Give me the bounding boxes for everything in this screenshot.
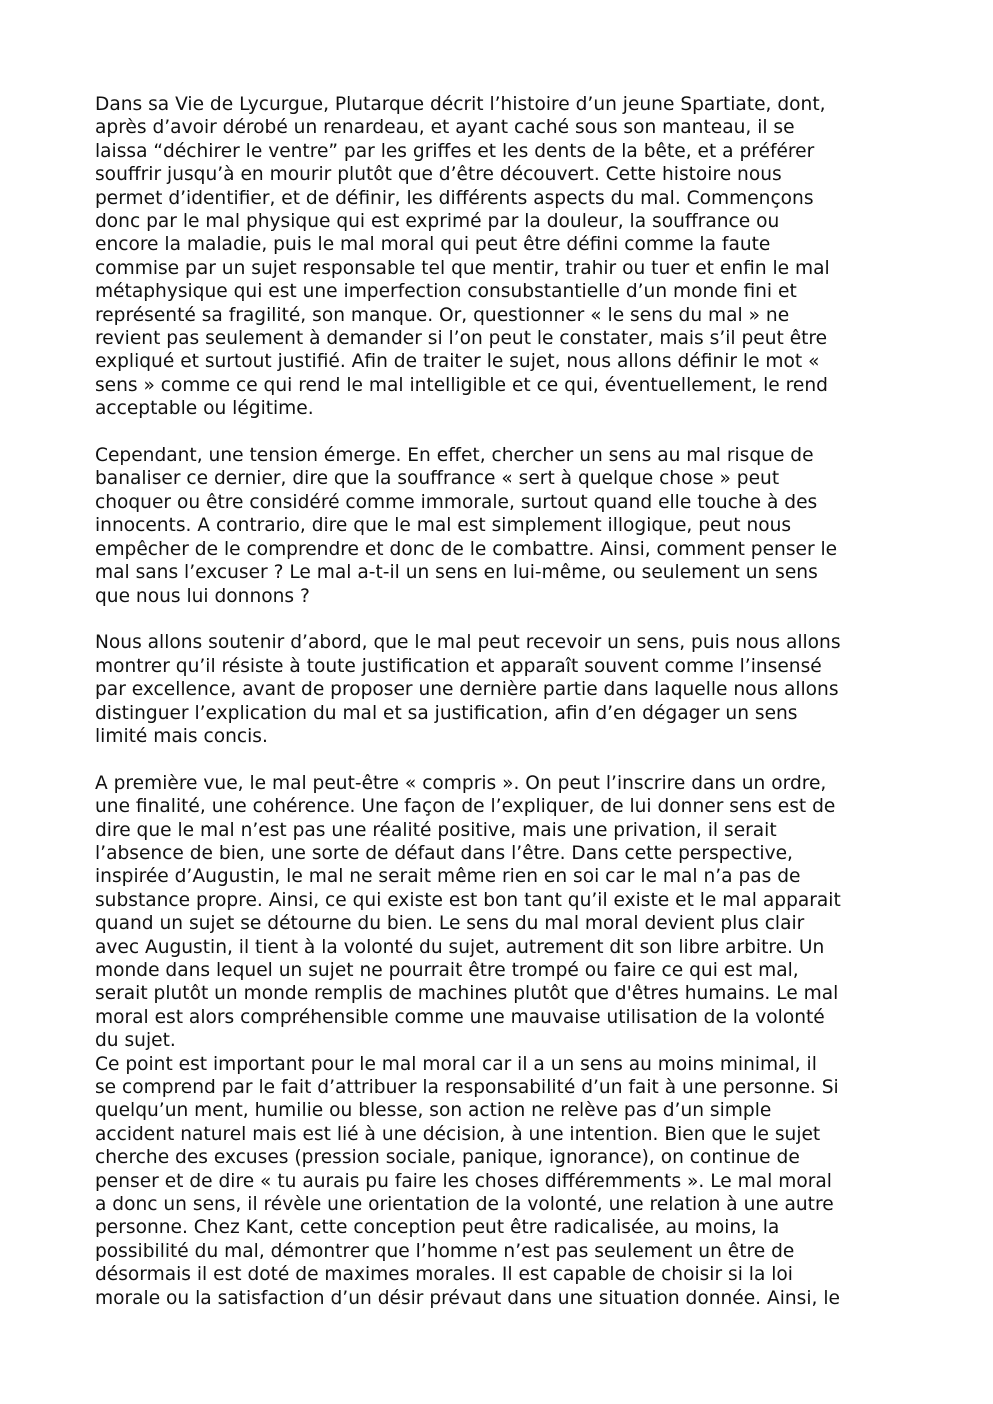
- paragraph-mal-moral: Ce point est important pour le mal moral car il a un sens au moins minimal, il se comprend par le fait d’attribuer la responsabilité d’un fait à une personne. Si quelqu’un ment, humilie ou blesse, son action ne relève pas d’un simple accident naturel mais est lié à une décision, à une intention. Bien que le sujet cherche des excuses (pression sociale, panique, ignorance), on continue de penser et de dire « tu aurais pu faire les choses différemments ». Le mal moral a donc un sens, il révèle une orientation de la volonté, une relation à une autre personne. Chez Kant, cette conception peut être radicalisée, au moins, la possibilité du mal, démontrer que l’homme n’est pas seulement un être de désormais il est doté de maximes morales. Il est capable de choisir si la loi morale ou la satisfaction d’un désir prévaut dans une situation donnée. Ainsi, le: [95, 1053, 840, 1309]
- document-page: [95, 93, 900, 1310]
- paragraph-annonce-plan: Nous allons soutenir d’abord, que le mal peut recevoir un sens, puis nous allons montrer qu’il résiste à toute justification et apparaît souvent comme l’insensé par excellence, avant de proposer une dernière partie dans laquelle nous allons distinguer l’explication du mal et sa justification, afin d’en dégager un sens limité mais concis.: [95, 632, 841, 747]
- paragraph-problematique: Cependant, une tension émerge. En effet, chercher un sens au mal risque de banaliser ce dernier, dire que la souffrance « sert à quelque chose » peut choquer ou être considéré comme immorale, surtout quand elle touche à des innocents. A contrario, dire que le mal est simplement illogique, peut nous empêcher de le comprendre et donc de le combattre. Ainsi, comment penser le mal sans l’excuser ? Le mal a-t-il un sens en lui-même, ou seulement un sens que nous lui donnons ?: [95, 445, 838, 607]
- paragraph-premiere-partie: A première vue, le mal peut-être « compris ». On peut l’inscrire dans un ordre, une finalité, une cohérence. Une façon de l’expliquer, de lui donner sens est de dire que le mal n’est pas une réalité positive, mais une privation, il serait l’absence de bien, une sorte de défaut dans l’être. Dans cette perspective, inspirée d’Augustin, le mal ne serait même rien en soi car le mal n’a pas de substance propre. Ainsi, ce qui existe est bon tant qu’il existe et le mal apparait quand un sujet se détourne du bien. Le sens du mal moral devient plus clair avec Augustin, il tient à la volonté du sujet, autrement dit son libre arbitre. Un monde dans lequel un sujet ne pourrait être trompé ou faire ce qui est mal, serait plutôt un monde remplis de machines plutôt que d'êtres humains. Le mal moral est alors compréhensible comme une mauvaise utilisation de la volonté du sujet.: [95, 772, 841, 1052]
- paragraph-introduction: Dans sa Vie de Lycurgue, Plutarque décrit l’histoire d’un jeune Spartiate, dont, après d’avoir dérobé un renardeau, et ayant caché sous son manteau, il se laissa “déchirer le ventre” par les griffes et les dents de la bête, et a préférer souffrir jusqu’à en mourir plutôt que d’être découvert. Cette histoire nous permet d’identifier, et de définir, les différents aspects du mal. Commençons donc par le mal physique qui est exprimé par la douleur, la souffrance ou encore la maladie, puis le mal moral qui peut être défini comme la faute commise par un sujet responsable tel que mentir, trahir ou tuer et enfin le mal métaphysique qui est une imperfection consubstantielle d’un monde fini et représenté sa fragilité, son manque. Or, questionner « le sens du mal » ne revient pas seulement à demander si l’on peut le constater, mais s’il peut être expliqué et surtout justifié. Afin de traiter le sujet, nous allons définir le mot « sens » comme ce qui rend le mal intelligible et ce qui, éventuellement, le rend acceptable ou légitime.: [95, 94, 830, 420]
